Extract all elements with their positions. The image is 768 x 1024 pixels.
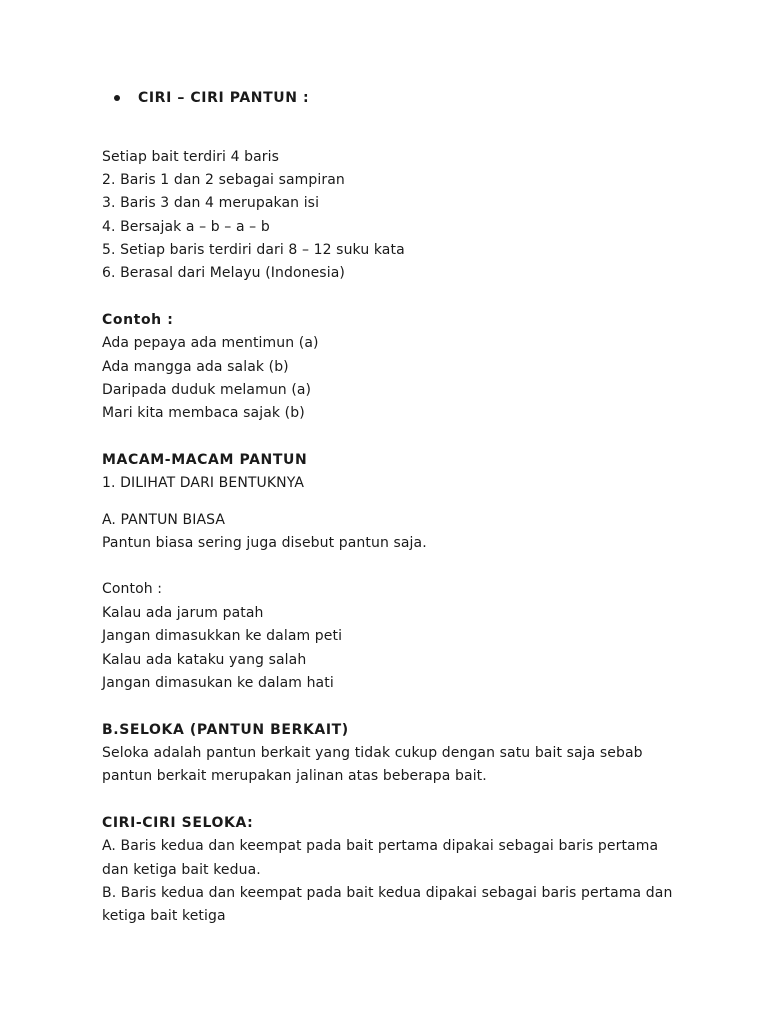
ciri-seloka-heading: CIRI-CIRI SELOKA: bbox=[102, 815, 254, 831]
pantun-biasa-desc: Pantun biasa sering juga disebut pantun saja. bbox=[102, 535, 427, 551]
contoh-line: Ada pepaya ada mentimun (a) bbox=[102, 335, 319, 351]
contoh-label: Contoh : bbox=[102, 581, 163, 597]
contoh-label: Contoh : bbox=[102, 312, 174, 328]
ciri-seloka-line: dan ketiga bait kedua. bbox=[102, 862, 261, 878]
ciri-pantun-line: 2. Baris 1 dan 2 sebagai sampiran bbox=[102, 172, 345, 188]
seloka-desc-line: pantun berkait merupakan jalinan atas beberapa bait. bbox=[102, 768, 487, 784]
contoh-line: Jangan dimasukkan ke dalam peti bbox=[102, 628, 343, 644]
bullet-icon bbox=[114, 95, 120, 101]
ciri-pantun-line: 5. Setiap baris terdiri dari 8 – 12 suku kata bbox=[102, 242, 405, 258]
ciri-seloka-line: A. Baris kedua dan keempat pada bait pertama dipakai sebagai baris pertama bbox=[102, 838, 659, 854]
ciri-seloka-line: ketiga bait ketiga bbox=[102, 908, 226, 924]
contoh-line: Mari kita membaca sajak (b) bbox=[102, 405, 305, 421]
heading-ciri-pantun: CIRI – CIRI PANTUN : bbox=[138, 90, 310, 106]
macam-sub: 1. DILIHAT DARI BENTUKNYA bbox=[102, 475, 304, 491]
contoh-line: Daripada duduk melamun (a) bbox=[102, 382, 312, 398]
contoh-line: Jangan dimasukan ke dalam hati bbox=[102, 675, 334, 691]
pantun-biasa-title: A. PANTUN BIASA bbox=[102, 512, 226, 528]
contoh-line: Ada mangga ada salak (b) bbox=[102, 359, 289, 375]
ciri-seloka-line: B. Baris kedua dan keempat pada bait kedua dipakai sebagai baris pertama dan bbox=[102, 885, 673, 901]
contoh-line: Kalau ada jarum patah bbox=[102, 605, 264, 621]
ciri-pantun-line: 4. Bersajak a – b – a – b bbox=[102, 219, 270, 235]
seloka-desc-line: Seloka adalah pantun berkait yang tidak cukup dengan satu bait saja sebab bbox=[102, 745, 643, 761]
ciri-pantun-line: 3. Baris 3 dan 4 merupakan isi bbox=[102, 195, 320, 211]
macam-heading: MACAM-MACAM PANTUN bbox=[102, 452, 308, 468]
ciri-pantun-line: Setiap bait terdiri 4 baris bbox=[102, 149, 280, 165]
seloka-title: B.SELOKA (PANTUN BERKAIT) bbox=[102, 722, 349, 738]
contoh-line: Kalau ada kataku yang salah bbox=[102, 652, 307, 668]
ciri-pantun-line: 6. Berasal dari Melayu (Indonesia) bbox=[102, 265, 345, 281]
